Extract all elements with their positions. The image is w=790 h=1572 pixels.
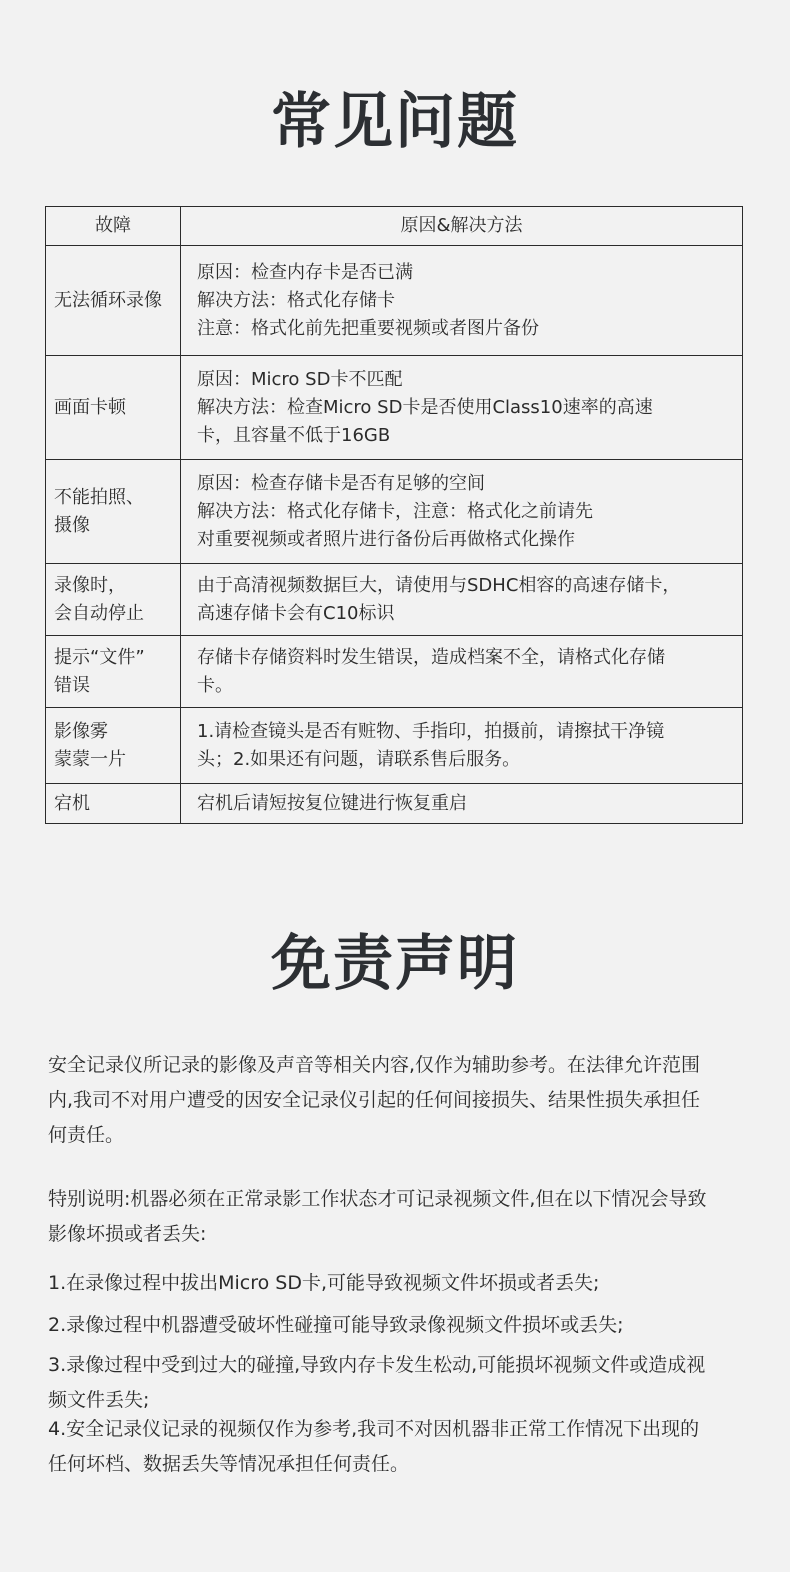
- faq-row: [46, 564, 743, 636]
- solution-text: 对重要视频或者照片进行备份后再做格式化操作: [197, 528, 575, 550]
- solution-text: 注意：格式化前先把重要视频或者图片备份: [197, 317, 539, 339]
- fault-cell: [46, 246, 181, 356]
- faq-row: [46, 636, 743, 708]
- disclaimer-line: 特别说明:机器必须在正常录影工作状态才可记录视频文件,但在以下情况会导致: [48, 1188, 707, 1210]
- faq-row: [46, 246, 743, 356]
- solution-text: 1.请检查镜头是否有赃物、手指印，拍摄前，请擦拭干净镜: [197, 720, 665, 742]
- solution-text: 卡，且容量不低于16GB: [197, 424, 391, 446]
- disclaimer-line: 任何坏档、数据丢失等情况承担任何责任。: [48, 1453, 410, 1475]
- fault-text: 宕机: [54, 792, 90, 814]
- solution-cell: [181, 564, 743, 636]
- solution-text: 存储卡存储资料时发生错误，造成档案不全，请格式化存储: [197, 646, 665, 668]
- header-solution: 原因&解决方法: [181, 207, 743, 246]
- fault-cell: [46, 356, 181, 460]
- solution-text: 头；2.如果还有问题，请联系售后服务。: [197, 748, 521, 770]
- disclaimer-line: 4.安全记录仪记录的视频仅作为参考,我司不对因机器非正常工作情况下出现的: [48, 1418, 700, 1440]
- fault-cell: [46, 708, 181, 784]
- fault-cell: [46, 636, 181, 708]
- disclaimer-item-3: [48, 1348, 748, 1418]
- fault-text: 录像时，: [54, 574, 126, 596]
- solution-cell: [181, 356, 743, 460]
- solution-text: 由于高清视频数据巨大，请使用与SDHC相容的高速存储卡，: [197, 574, 681, 596]
- faq-table: [45, 206, 743, 824]
- faq-title: 常见问题: [271, 87, 519, 157]
- fault-text: 影像雾: [54, 720, 108, 742]
- fault-text: 画面卡顿: [54, 396, 126, 418]
- fault-text: 无法循环录像: [54, 289, 162, 311]
- solution-cell: [181, 784, 743, 824]
- solution-text: 原因：Micro SD卡不匹配: [197, 368, 403, 390]
- disclaimer-paragraph-note: [48, 1182, 748, 1252]
- fault-text: 不能拍照、: [54, 486, 144, 508]
- solution-cell: [181, 636, 743, 708]
- fault-cell: [46, 564, 181, 636]
- solution-cell: [181, 246, 743, 356]
- solution-cell: [181, 460, 743, 564]
- faq-row: [46, 460, 743, 564]
- fault-text: 错误: [54, 674, 90, 696]
- disclaimer-line: 1.在录像过程中拔出Micro SD卡,可能导致视频文件坏损或者丢失;: [48, 1272, 600, 1294]
- disclaimer-line: 内,我司不对用户遭受的因安全记录仪引起的任何间接损失、结果性损失承担任: [48, 1089, 701, 1111]
- solution-text: 高速存储卡会有C10标识: [197, 602, 395, 624]
- solution-text: 解决方法：格式化存储卡，注意：格式化之前请先: [197, 500, 593, 522]
- solution-text: 原因：检查存储卡是否有足够的空间: [197, 472, 485, 494]
- solution-cell: [181, 708, 743, 784]
- faq-row: [46, 784, 743, 824]
- fault-text: 摄像: [54, 514, 90, 536]
- solution-text: 宕机后请短按复位键进行恢复重启: [197, 792, 467, 814]
- disclaimer-line: 3.录像过程中受到过大的碰撞,导致内存卡发生松动,可能损坏视频文件或造成视: [48, 1354, 706, 1376]
- disclaimer-line: 何责任。: [48, 1124, 125, 1146]
- fault-cell: [46, 784, 181, 824]
- fault-text: 蒙蒙一片: [54, 748, 126, 770]
- fault-cell: [46, 460, 181, 564]
- solution-text: 解决方法：格式化存储卡: [197, 289, 395, 311]
- solution-text: 原因：检查内存卡是否已满: [197, 261, 413, 283]
- solution-text: 卡。: [197, 674, 233, 696]
- disclaimer-line: 频文件丢失;: [48, 1389, 150, 1411]
- disclaimer-item-1: [48, 1266, 748, 1301]
- disclaimer-item-4: [48, 1412, 748, 1482]
- disclaimer-paragraph-intro: [48, 1048, 748, 1153]
- fault-text: 会自动停止: [54, 602, 144, 624]
- disclaimer-line: 2.录像过程中机器遭受破坏性碰撞可能导致录像视频文件损坏或丢失;: [48, 1314, 624, 1336]
- fault-text: 提示“文件”: [54, 646, 145, 668]
- faq-row: [46, 708, 743, 784]
- faq-header-row: [46, 207, 743, 246]
- header-fault: 故障: [46, 207, 181, 246]
- faq-row: [46, 356, 743, 460]
- disclaimer-item-2: [48, 1308, 748, 1343]
- disclaimer-line: 影像坏损或者丢失:: [48, 1223, 207, 1245]
- disclaimer-line: 安全记录仪所记录的影像及声音等相关内容,仅作为辅助参考。在法律允许范围: [48, 1054, 701, 1076]
- disclaimer-title: 免责声明: [271, 929, 519, 999]
- solution-text: 解决方法：检查Micro SD卡是否使用Class10速率的高速: [197, 396, 653, 418]
